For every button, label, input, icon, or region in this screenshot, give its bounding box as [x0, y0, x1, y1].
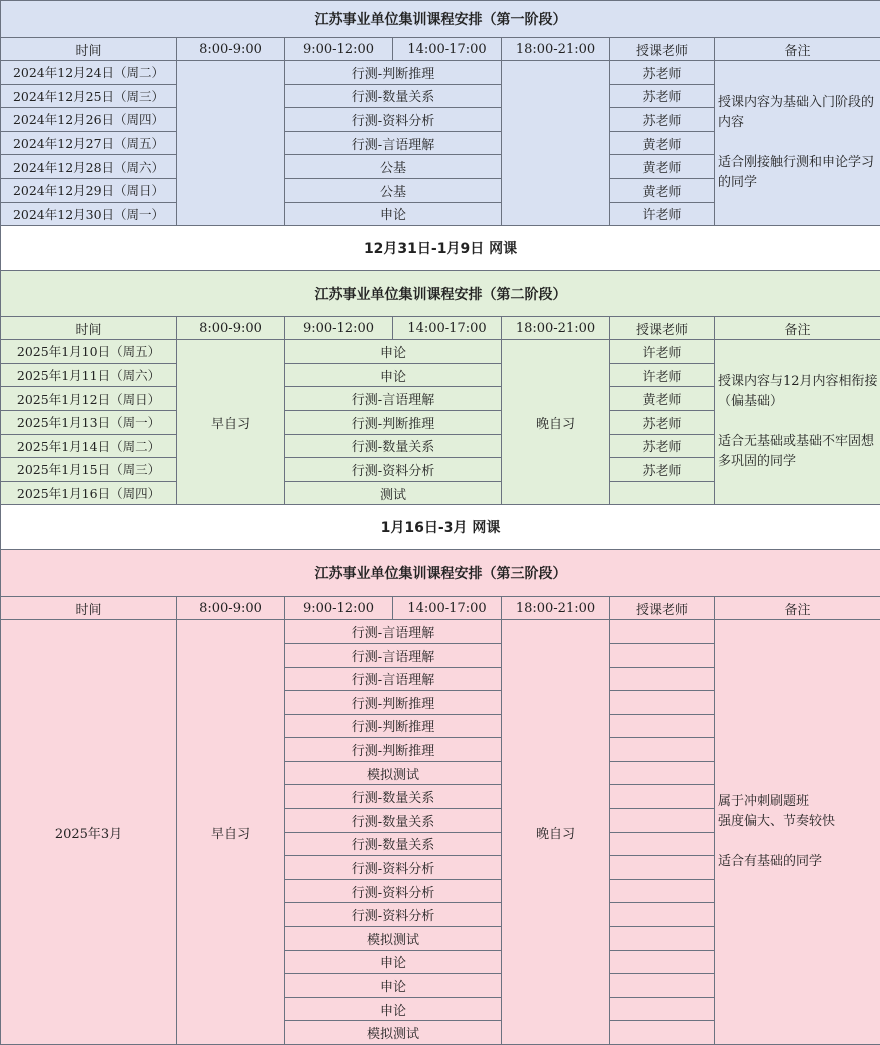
course-cell: 行测-言语理解: [285, 387, 502, 411]
phase1-header-row: [1, 38, 880, 61]
teacher-cell: [610, 927, 715, 951]
course-cell: 申论: [285, 363, 502, 387]
phase2-title-row: [1, 271, 880, 317]
online-period-banner-2: 1月16日-3月 网课: [1, 505, 880, 550]
phase1-col-header-teacher: 授课老师: [610, 38, 715, 61]
phase2-col-header-notes: 备注: [715, 317, 880, 340]
teacher-cell: 苏老师: [610, 108, 715, 132]
date-cell: 2025年1月16日（周四）: [1, 481, 177, 505]
teacher-cell: [610, 761, 715, 785]
teacher-cell: [610, 879, 715, 903]
teacher-cell: [610, 809, 715, 833]
note-line: [718, 133, 878, 153]
phase3-notes: [715, 620, 880, 1045]
phase2-col-header-slot-8-9: 8:00-9:00: [177, 317, 285, 340]
phase2-col-header-teacher: 授课老师: [610, 317, 715, 340]
course-cell: 公基: [285, 178, 502, 202]
phase1-col-header-slot-9-12: 9:00-12:00: [285, 38, 393, 61]
phase1-col-header-slot-18-21: 18:00-21:00: [502, 38, 610, 61]
teacher-cell: 苏老师: [610, 61, 715, 85]
course-cell: 模拟测试: [285, 927, 502, 951]
phase1-notes: [715, 61, 880, 226]
course-cell: 模拟测试: [285, 761, 502, 785]
teacher-cell: [610, 950, 715, 974]
phase2-col-header-slot-18-21: 18:00-21:00: [502, 317, 610, 340]
phase3-title: 江苏事业单位集训课程安排（第三阶段）: [1, 550, 880, 597]
date-cell: 2024年12月25日（周三）: [1, 84, 177, 108]
teacher-cell: 许老师: [610, 363, 715, 387]
course-cell: 行测-数量关系: [285, 434, 502, 458]
teacher-cell: 黄老师: [610, 155, 715, 179]
online-period-banner-1: 12月31日-1月9日 网课: [1, 226, 880, 271]
teacher-cell: [610, 997, 715, 1021]
date-cell: 2025年3月: [1, 620, 177, 1045]
table-row: [1, 61, 880, 85]
teacher-cell: 苏老师: [610, 458, 715, 482]
note-line: [718, 832, 878, 852]
teacher-cell: [610, 832, 715, 856]
teacher-cell: 苏老师: [610, 410, 715, 434]
phase3-col-header-slot-14-17: 14:00-17:00: [393, 597, 502, 620]
teacher-cell: [610, 714, 715, 738]
teacher-cell: 黄老师: [610, 387, 715, 411]
teacher-cell: [610, 620, 715, 644]
phase2-title: 江苏事业单位集训课程安排（第二阶段）: [1, 271, 880, 317]
phase3-col-header-teacher: 授课老师: [610, 597, 715, 620]
date-cell: 2025年1月14日（周二）: [1, 434, 177, 458]
course-cell: 行测-判断推理: [285, 738, 502, 762]
course-cell: 申论: [285, 974, 502, 998]
phase3-col-header-slot-18-21: 18:00-21:00: [502, 597, 610, 620]
teacher-cell: [610, 974, 715, 998]
note-line: 适合刚接触行测和申论学习的同学: [718, 153, 878, 193]
course-cell: 测试: [285, 481, 502, 505]
teacher-cell: 许老师: [610, 340, 715, 364]
teacher-cell: [610, 667, 715, 691]
phase2-notes: [715, 340, 880, 505]
phase3-header-row: [1, 597, 880, 620]
course-cell: 行测-言语理解: [285, 620, 502, 644]
phase3-col-header-notes: 备注: [715, 597, 880, 620]
date-cell: 2024年12月26日（周四）: [1, 108, 177, 132]
teacher-cell: [610, 643, 715, 667]
date-cell: 2024年12月29日（周日）: [1, 178, 177, 202]
date-cell: 2025年1月13日（周一）: [1, 410, 177, 434]
date-cell: 2025年1月10日（周五）: [1, 340, 177, 364]
date-cell: 2025年1月12日（周日）: [1, 387, 177, 411]
morning-self-study: 早自习: [177, 340, 285, 505]
teacher-cell: 许老师: [610, 202, 715, 226]
course-cell: 行测-判断推理: [285, 691, 502, 715]
phase2-col-header-slot-9-12: 9:00-12:00: [285, 317, 393, 340]
course-cell: 行测-资料分析: [285, 108, 502, 132]
date-cell: 2024年12月30日（周一）: [1, 202, 177, 226]
phase3-title-row: [1, 550, 880, 597]
teacher-cell: 黄老师: [610, 131, 715, 155]
date-cell: 2024年12月27日（周五）: [1, 131, 177, 155]
course-cell: 行测-言语理解: [285, 667, 502, 691]
phase2-col-header-time: 时间: [1, 317, 177, 340]
phase2-header-row: [1, 317, 880, 340]
evening-self-study: [502, 61, 610, 226]
course-cell: 行测-资料分析: [285, 879, 502, 903]
course-cell: 行测-资料分析: [285, 856, 502, 880]
evening-self-study: 晚自习: [502, 620, 610, 1045]
teacher-cell: 苏老师: [610, 84, 715, 108]
course-cell: 模拟测试: [285, 1021, 502, 1045]
teacher-cell: [610, 785, 715, 809]
online-period-banner-2-row: [1, 505, 880, 550]
course-cell: 行测-数量关系: [285, 84, 502, 108]
course-cell: 公基: [285, 155, 502, 179]
phase3-col-header-slot-9-12: 9:00-12:00: [285, 597, 393, 620]
course-cell: 行测-资料分析: [285, 458, 502, 482]
course-cell: 申论: [285, 340, 502, 364]
course-cell: 行测-判断推理: [285, 410, 502, 434]
course-cell: 行测-判断推理: [285, 61, 502, 85]
teacher-cell: [610, 903, 715, 927]
teacher-cell: 苏老师: [610, 434, 715, 458]
date-cell: 2024年12月28日（周六）: [1, 155, 177, 179]
course-cell: 行测-资料分析: [285, 903, 502, 927]
table-row: [1, 340, 880, 364]
teacher-cell: [610, 1021, 715, 1045]
phase1-col-header-slot-14-17: 14:00-17:00: [393, 38, 502, 61]
phase1-col-header-notes: 备注: [715, 38, 880, 61]
phase1-col-header-slot-8-9: 8:00-9:00: [177, 38, 285, 61]
phase1-title: 江苏事业单位集训课程安排（第一阶段）: [1, 1, 880, 38]
table-row: [1, 620, 880, 644]
course-cell: 行测-数量关系: [285, 832, 502, 856]
date-cell: 2024年12月24日（周二）: [1, 61, 177, 85]
phase1-col-header-time: 时间: [1, 38, 177, 61]
teacher-cell: [610, 856, 715, 880]
note-line: [718, 412, 878, 432]
teacher-cell: 黄老师: [610, 178, 715, 202]
teacher-cell: [610, 481, 715, 505]
note-line: 属于冲刺刷题班: [718, 792, 878, 812]
morning-self-study: [177, 61, 285, 226]
course-cell: 申论: [285, 202, 502, 226]
phase1-title-row: [1, 1, 880, 38]
phase3-col-header-slot-8-9: 8:00-9:00: [177, 597, 285, 620]
course-cell: 行测-言语理解: [285, 131, 502, 155]
online-period-banner-1-row: [1, 226, 880, 271]
course-cell: 行测-数量关系: [285, 785, 502, 809]
note-line: 授课内容与12月内容相衔接（偏基础）: [718, 372, 878, 412]
course-cell: 行测-判断推理: [285, 714, 502, 738]
teacher-cell: [610, 738, 715, 762]
teacher-cell: [610, 691, 715, 715]
note-line: 适合有基础的同学: [718, 852, 878, 872]
date-cell: 2025年1月15日（周三）: [1, 458, 177, 482]
note-line: 适合无基础或基础不牢固想多巩固的同学: [718, 432, 878, 472]
phase3-col-header-time: 时间: [1, 597, 177, 620]
date-cell: 2025年1月11日（周六）: [1, 363, 177, 387]
course-cell: 申论: [285, 997, 502, 1021]
evening-self-study: 晚自习: [502, 340, 610, 505]
course-cell: 行测-数量关系: [285, 809, 502, 833]
note-line: 授课内容为基础入门阶段的内容: [718, 93, 878, 133]
course-cell: 行测-言语理解: [285, 643, 502, 667]
note-line: 强度偏大、节奏较快: [718, 812, 878, 832]
morning-self-study: 早自习: [177, 620, 285, 1045]
phase2-col-header-slot-14-17: 14:00-17:00: [393, 317, 502, 340]
course-cell: 申论: [285, 950, 502, 974]
